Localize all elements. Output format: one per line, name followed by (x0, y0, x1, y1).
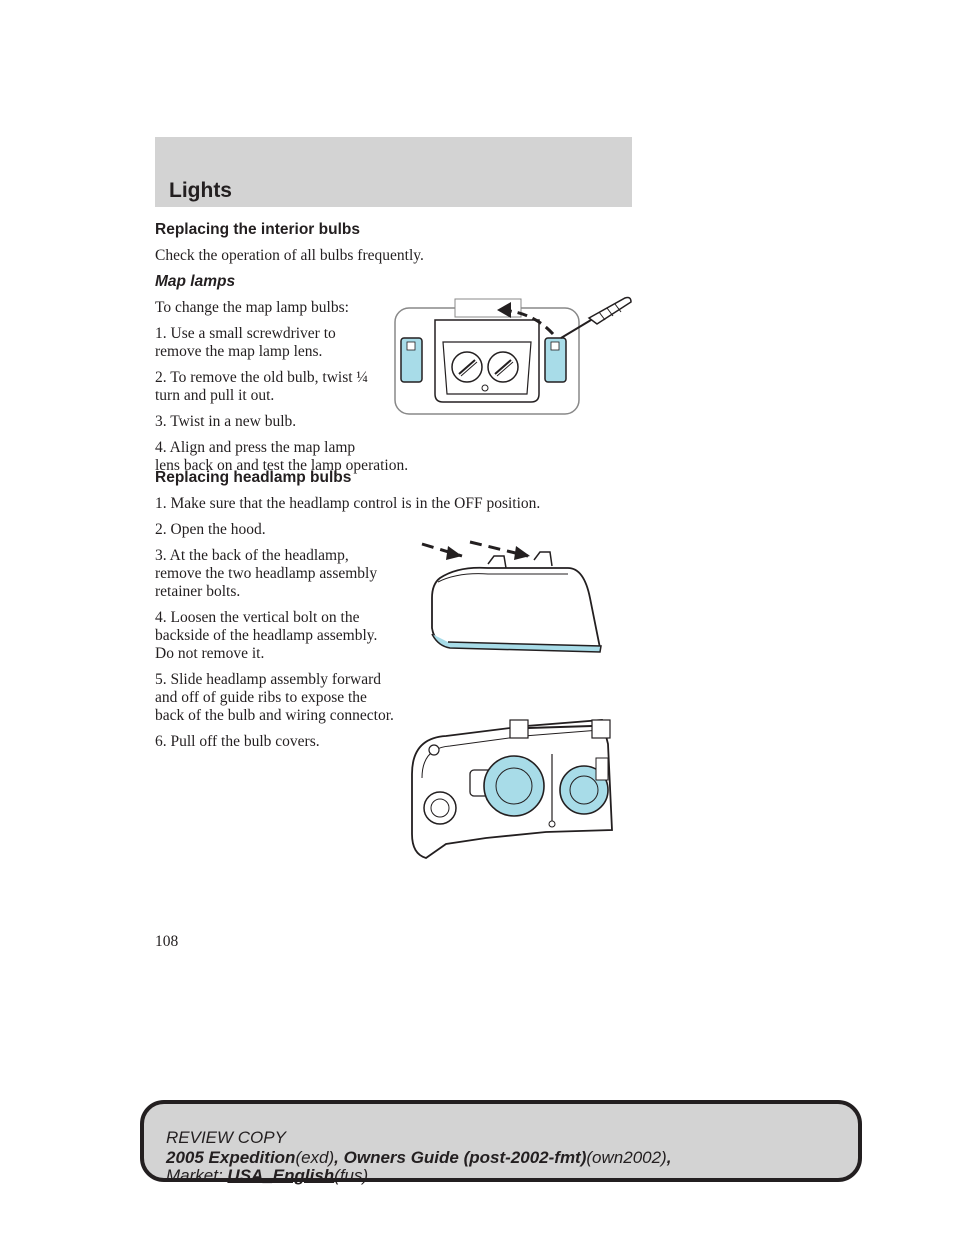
headlamp-step-line: retainer bolts. (155, 583, 241, 600)
headlamp-step-line: 5. Slide headlamp assembly forward (155, 671, 381, 688)
map-step-line: 4. Align and press the map lamp (155, 439, 356, 456)
footer-market: USA_English (227, 1166, 335, 1185)
footer-model: 2005 Expedition (166, 1148, 296, 1167)
headlamp-step-line: 4. Loosen the vertical bolt on the (155, 609, 360, 626)
map-step-line: 3. Twist in a new bulb. (155, 413, 297, 430)
footer-market-line (166, 1166, 368, 1186)
header-band (155, 137, 632, 207)
headlamp-step-line: 3. At the back of the headlamp, (155, 547, 349, 564)
footer-separator: , (334, 1148, 344, 1167)
page-number: 108 (155, 933, 179, 950)
headlamp-step-line: 1. Make sure that the headlamp control is in the OFF position. (155, 495, 541, 512)
headlamp-step-line: 2. Open the hood. (155, 521, 266, 538)
map-lamp-lead: To change the map lamp bulbs: (155, 299, 349, 316)
footer-separator: , (666, 1148, 672, 1167)
map-lamp-illustration (393, 294, 638, 418)
interior-intro: Check the operation of all bulbs frequently. (155, 247, 424, 264)
map-step-line: remove the map lamp lens. (155, 343, 323, 360)
section-heading-headlamp: Replacing headlamp bulbs (155, 469, 352, 486)
map-step-line: turn and pull it out. (155, 387, 275, 404)
headlamp-step-line: 6. Pull off the bulb covers. (155, 733, 320, 750)
map-step-line: 1. Use a small screwdriver to (155, 325, 336, 342)
map-step-line: lens back on and test the lamp operation. (155, 457, 409, 474)
headlamp-step-line: Do not remove it. (155, 645, 265, 662)
footer-guide: Owners Guide (post-2002-fmt) (343, 1148, 587, 1167)
map-step-line: 2. To remove the old bulb, twist ¼ (155, 369, 369, 386)
subheading-map-lamps: Map lamps (155, 273, 236, 290)
headlamp-step-line: and off of guide ribs to expose the (155, 689, 367, 706)
footer-market-code: (fus) (334, 1166, 369, 1185)
headlamp-step-line: back of the bulb and wiring connector. (155, 707, 394, 724)
headlamp-assembly-illustration (418, 538, 608, 660)
footer-review-label: REVIEW COPY (166, 1128, 286, 1147)
headlamp-step-line: remove the two headlamp assembly (155, 565, 378, 582)
footer-market-label: Market: (166, 1166, 223, 1185)
footer-guide-code: (own2002) (586, 1148, 667, 1167)
headlamp-step-line: backside of the headlamp assembly. (155, 627, 378, 644)
footer-document-line (166, 1148, 671, 1168)
footer-model-code: (exd) (295, 1148, 335, 1167)
page-title: Lights (169, 179, 232, 202)
headlamp-bulbs-illustration (406, 714, 618, 862)
review-copy-footer (140, 1100, 862, 1185)
section-heading-interior: Replacing the interior bulbs (155, 221, 360, 238)
